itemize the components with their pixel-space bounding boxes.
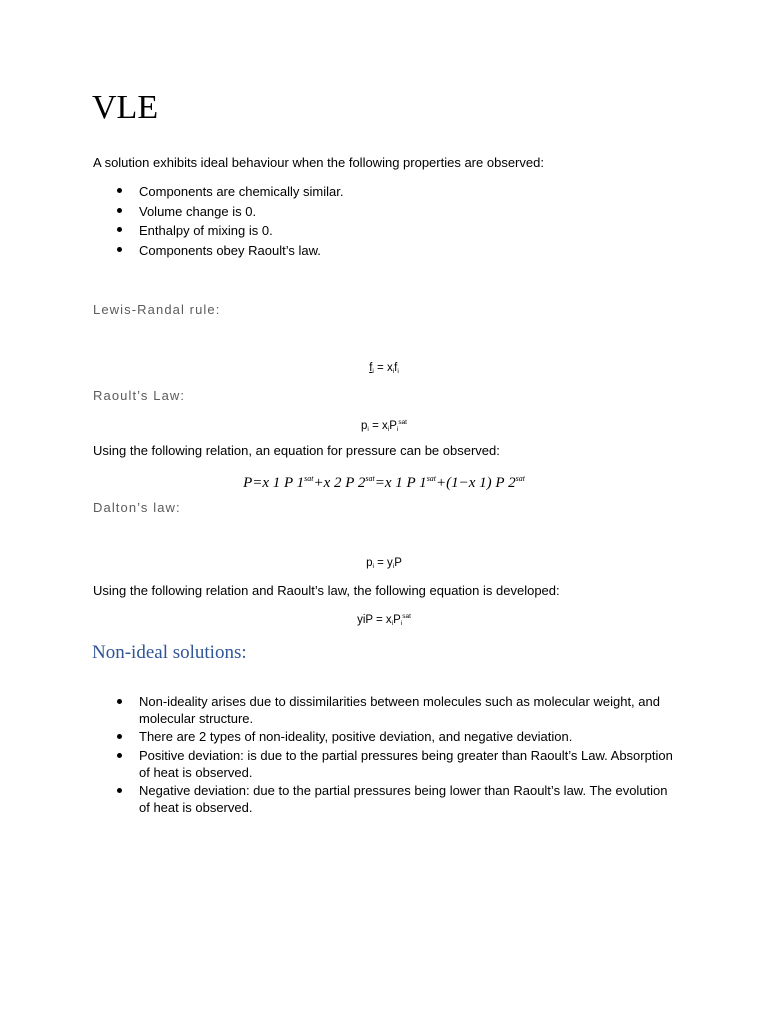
fugacity-symbol: $f_i$ [369, 362, 374, 375]
raoults-law-equation: $p_i = x_iP_i^{sat}$ [361, 419, 407, 433]
list-item: Components are chemically similar. [93, 182, 679, 202]
non-ideal-heading: Non-ideal solutions: [92, 642, 247, 663]
dalton-intro-paragraph: Using the following relation and Raoult’s law, the following equation is developed: [93, 583, 560, 598]
pressure-equation: P=x 1 P $1^{sat}+x$ 2 P $2^{sat}=x$ 1 P $1^{sat}+(1-x$ 1) P $2^{sat}$ [243, 474, 525, 491]
daltons-law-equation: $p_i = y_iP$ [366, 557, 402, 570]
list-item: Non-ideality arises due to dissimilarities between molecules such as molecular weight, and molecular structure. [93, 693, 679, 727]
list-item: Negative deviation: due to the partial pressures being lower than Raoult’s law. The evolution of heat is observed. [93, 782, 679, 816]
non-ideal-list [93, 693, 679, 817]
lewis-randal-equation: $f_i = x_if_i$ [369, 362, 399, 375]
list-item: Positive deviation: is due to the partial pressures being greater than Raoult’s Law. Absorption of heat is observed. [93, 747, 679, 781]
list-item: Enthalpy of mixing is 0. [93, 221, 679, 241]
list-item: There are 2 types of non-ideality, positive deviation, and negative deviation. [93, 728, 679, 745]
daltons-law-heading: Dalton’s law: [93, 500, 181, 515]
intro-paragraph: A solution exhibits ideal behaviour when the following properties are observed: [93, 155, 544, 170]
list-item: Components obey Raoult’s law. [93, 241, 679, 261]
pressure-intro-paragraph: Using the following relation, an equation for pressure can be observed: [93, 443, 500, 458]
lewis-randal-heading: Lewis-Randal rule: [93, 302, 221, 317]
raoults-law-heading: Raoult’s Law: [93, 388, 186, 403]
ideal-properties-list [93, 182, 679, 261]
list-item: Volume change is 0. [93, 202, 679, 222]
combined-equation: yiP = $x_iP_i^{sat}$ [357, 613, 411, 627]
page-title: VLE [92, 89, 159, 126]
